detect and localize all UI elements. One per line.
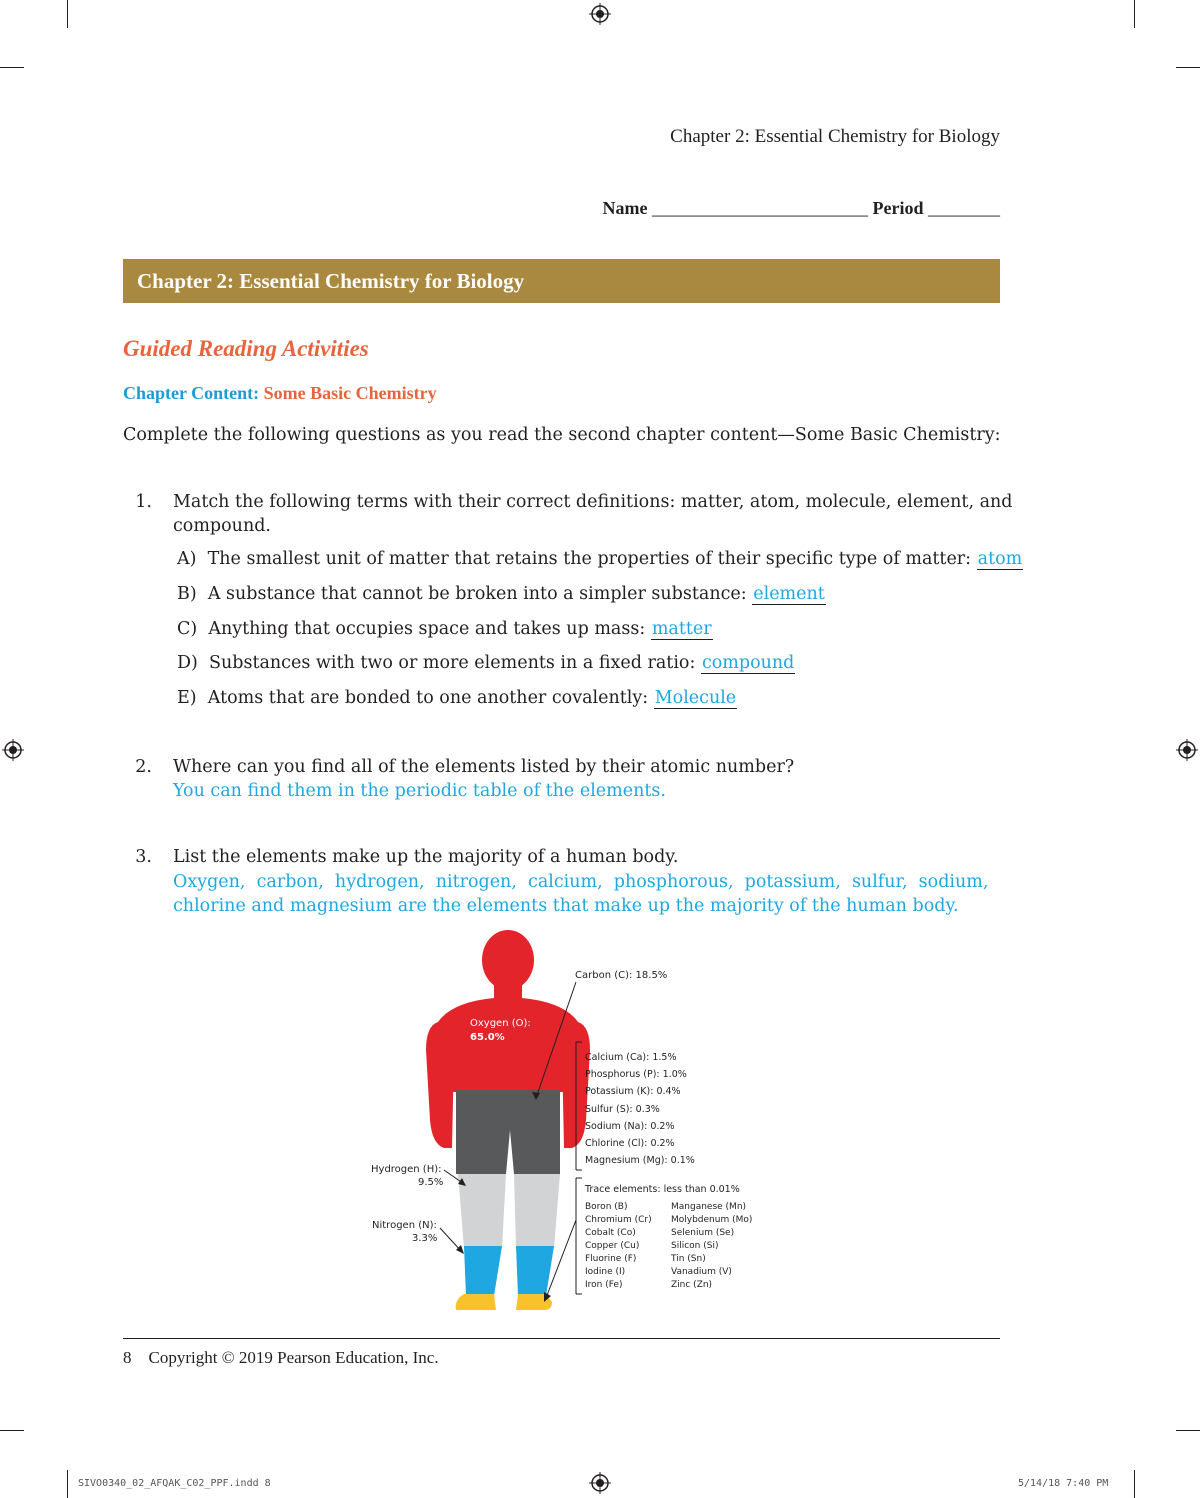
content-name: Some Basic Chemistry: [263, 383, 437, 403]
crop-mark: [0, 1430, 24, 1431]
q2-answer: You can find them in the periodic table of the elements.: [173, 781, 666, 801]
body-composition-figure: [360, 930, 780, 1320]
trace-element: Zinc (Zn): [671, 1280, 713, 1290]
q1-text-line1: Match the following terms with their correct definitions: matter, atom, molecule, element, and: [173, 492, 1013, 512]
oxygen-value: 65.0%: [470, 1032, 505, 1043]
nitrogen-value: 3.3%: [412, 1233, 438, 1244]
trace-element: Iron (Fe): [585, 1280, 623, 1290]
body-torso-oxygen: [434, 998, 582, 1092]
page-footer: [123, 1348, 439, 1368]
minor-element: Calcium (Ca): 1.5%: [585, 1052, 677, 1063]
body-shins-nitrogen: [464, 1246, 502, 1296]
q1-item: [177, 549, 1023, 570]
name-blank: ________________________: [652, 198, 868, 218]
body-foot: [456, 1294, 496, 1310]
crop-mark: [1176, 1430, 1200, 1431]
name-label: Name: [602, 198, 648, 218]
nitrogen-label: Nitrogen (N):: [372, 1220, 437, 1231]
q3-number: 3.: [135, 847, 152, 867]
trace-element: Iodine (I): [585, 1267, 626, 1277]
slug-left: SIVO0340_02_AFQAK_C02_PPF.indd 8: [78, 1478, 271, 1489]
trace-element: Chromium (Cr): [585, 1215, 652, 1225]
trace-element: Vanadium (V): [671, 1267, 732, 1277]
registration-mark-icon: [2, 739, 24, 761]
trace-element: Cobalt (Co): [585, 1228, 636, 1238]
item-text: Atoms that are bonded to one another covalently:: [207, 688, 649, 708]
trace-element: Manganese (Mn): [671, 1202, 747, 1212]
q1-item: [177, 688, 737, 709]
crop-mark: [67, 1470, 68, 1498]
item-text: Anything that occupies space and takes up mass:: [208, 619, 646, 639]
minor-element: Sodium (Na): 0.2%: [585, 1121, 675, 1132]
copyright: Copyright © 2019 Pearson Education, Inc.: [148, 1348, 439, 1367]
minor-element: Phosphorus (P): 1.0%: [585, 1069, 687, 1080]
running-header: Chapter 2: Essential Chemistry for Biology: [670, 126, 1000, 147]
registration-mark-icon: [589, 3, 611, 25]
trace-element: Tin (Sn): [671, 1254, 706, 1264]
q3-answer-line1: Oxygen, carbon, hydrogen, nitrogen, calcium, phosphorous, potassium, sulfur, sodium,: [173, 872, 989, 892]
slug-right: 5/14/18 7:40 PM: [1018, 1478, 1109, 1489]
trace-element: Fluorine (F): [585, 1254, 637, 1264]
crop-mark: [1134, 1470, 1135, 1498]
q1-item: [177, 584, 826, 605]
footer-rule: [123, 1338, 1000, 1339]
crop-mark: [1176, 67, 1200, 68]
minor-element: Magnesium (Mg): 0.1%: [585, 1155, 695, 1166]
period-blank: ________: [928, 198, 1000, 218]
q3-answer-line2: chlorine and magnesium are the elements that make up the majority of the human body.: [173, 896, 959, 916]
oxygen-label: Oxygen (O):: [470, 1018, 531, 1029]
q2-number: 2.: [135, 757, 152, 777]
minor-element: Sulfur (S): 0.3%: [585, 1104, 660, 1115]
minor-element: Chlorine (Cl): 0.2%: [585, 1138, 675, 1149]
q3-text: List the elements make up the majority of a human body.: [173, 847, 679, 867]
trace-element: Molybdenum (Mo): [671, 1215, 753, 1225]
period-label: Period: [872, 198, 924, 218]
q1-item: [177, 619, 713, 640]
carbon-label: Carbon (C): 18.5%: [575, 970, 668, 981]
q1-text-line2: compound.: [173, 516, 271, 536]
item-answer: matter: [651, 619, 712, 639]
trace-title: Trace elements: less than 0.01%: [585, 1184, 740, 1195]
q1-item: [177, 653, 795, 674]
item-answer: compound: [701, 653, 795, 673]
page-number: 8: [123, 1348, 132, 1367]
trace-element: Selenium (Se): [671, 1228, 735, 1238]
chapter-content-line: [123, 383, 437, 404]
body-legs-hydrogen: [514, 1174, 560, 1248]
item-letter: D): [177, 653, 198, 673]
item-letter: A): [177, 549, 197, 569]
trace-element: Silicon (Si): [671, 1241, 719, 1251]
hydrogen-value: 9.5%: [418, 1177, 444, 1188]
item-answer: Molecule: [654, 688, 737, 708]
registration-mark-icon: [1176, 739, 1198, 761]
q2-text: Where can you find all of the elements listed by their atomic number?: [173, 757, 795, 777]
item-letter: C): [177, 619, 198, 639]
crop-mark: [0, 67, 24, 68]
body-shins-nitrogen: [516, 1246, 554, 1296]
item-text: Substances with two or more elements in a fixed ratio:: [209, 653, 696, 673]
intro-text: Complete the following questions as you read the second chapter content—Some Basic Chemistry:: [123, 425, 1001, 445]
trace-element: Copper (Cu): [585, 1241, 640, 1251]
crop-mark: [67, 0, 68, 28]
q1-number: 1.: [135, 492, 152, 512]
banner-title: Chapter 2: Essential Chemistry for Biology: [137, 269, 525, 293]
section-heading: Guided Reading Activities: [123, 336, 369, 361]
item-answer: element: [753, 584, 825, 604]
crop-mark: [1134, 0, 1135, 28]
item-answer: atom: [977, 549, 1023, 569]
name-period-line: [420, 198, 1000, 219]
body-hips-carbon: [456, 1090, 560, 1174]
item-text: A substance that cannot be broken into a simpler substance:: [207, 584, 747, 604]
minor-element: Potassium (K): 0.4%: [585, 1086, 681, 1097]
item-letter: E): [177, 688, 197, 708]
content-label: Chapter Content:: [123, 383, 260, 403]
registration-mark-icon: [589, 1472, 611, 1494]
item-text: The smallest unit of matter that retains the properties of their specific type of matter:: [207, 549, 972, 569]
item-letter: B): [177, 584, 197, 604]
hydrogen-label: Hydrogen (H):: [371, 1164, 442, 1175]
chapter-banner: [123, 259, 1000, 303]
trace-element: Boron (B): [585, 1202, 628, 1212]
